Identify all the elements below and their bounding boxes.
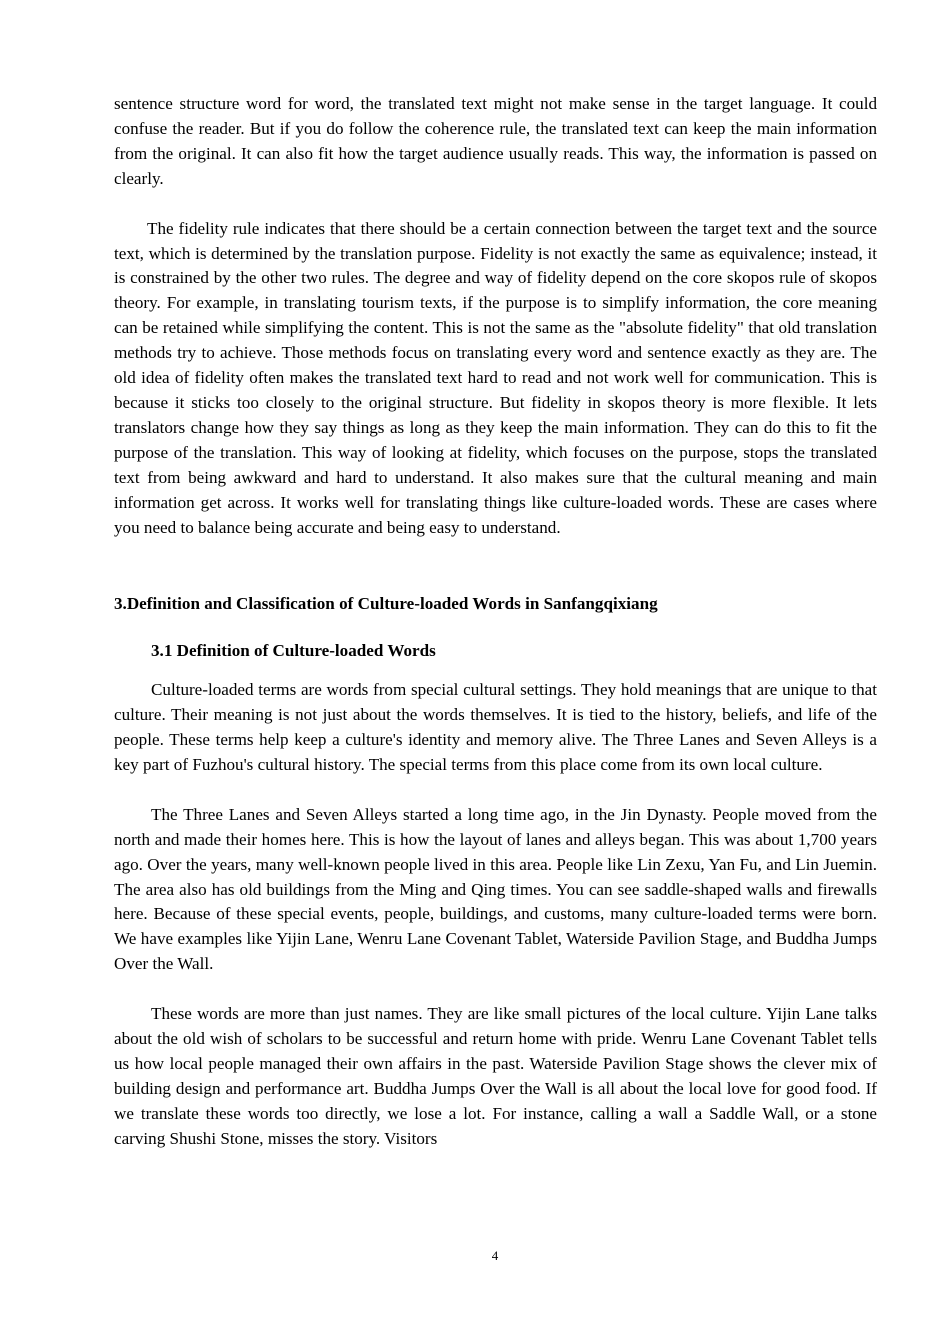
paragraph-definition: Culture-loaded terms are words from special cultural settings. They hold meanings that are unique to that culture. Their meaning is not just about the words themselves. It is tied to the history, beliefs, and life of the people. These terms help keep a culture's identity and memory alive. The Three Lanes and Seven Alleys is a key part of Fuzhou's cultural history. The special terms from this place come from its own local culture.: [114, 680, 877, 774]
section-heading: 3.Definition and Classification of Culture-loaded Words in Sanfangqixiang: [114, 594, 658, 614]
paragraph-fidelity-rule: The fidelity rule indicates that there should be a certain connection between the target text and the source text, which is determined by the translation purpose. Fidelity is not exactly the same as equivalence; instead, it is constrained by the other two rules. The degree and way of fidelity depend on the core skopos rule of skopos theory. For example, in translating tourism texts, if the purpose is to simplify information, the core meaning can be retained while simplifying the content. This is not the same as the "absolute fidelity" that old translation methods try to achieve. Those methods focus on translating every word and sentence exactly as they are. The old idea of fidelity often makes the translated text hard to read and not work well for communication. This is because it sticks too closely to the original structure. But fidelity in skopos theory is more flexible. It lets translators change how they say things as long as they keep the main information. They can do this to fit the purpose of the translation. This way of looking at fidelity, which focuses on the purpose, stops the translated text from being awkward and hard to understand. It also makes sure that the cultural meaning and main information get across. It works well for translating things like culture-loaded words. These are cases where you need to balance being accurate and being easy to understand.: [114, 218, 877, 537]
paragraph-coherence-continued: sentence structure word for word, the translated text might not make sense in the target language. It could confuse the reader. But if you do follow the coherence rule, the translated text can keep the main information from the original. It can also fit how the target audience usually reads. This way, the information is passed on clearly.: [114, 94, 877, 188]
page-number: 4: [491, 1248, 499, 1263]
document-page: [114, 92, 877, 1152]
paragraph-examples: These words are more than just names. They are like small pictures of the local culture. Yijin Lane talks about the old wish of scholars to be successful and return home with pride. Wenru Lane Covenant Tablet tells us how local people managed their own affairs in the past. Waterside Pavilion Stage shows the clever mix of building design and performance art. Buddha Jumps Over the Wall is all about the local love for good food. If we translate these words too directly, we lose a lot. For instance, calling a wall a Saddle Wall, or a stone carving Shushi Stone, misses the story. Visitors: [114, 1004, 877, 1148]
paragraph-history: The Three Lanes and Seven Alleys started a long time ago, in the Jin Dynasty. People moved from the north and made their homes here. This is how the layout of lanes and alleys began. This was about 1,700 years ago. Over the years, many well-known people lived in this area. People like Lin Zexu, Yan Fu, and Lin Juemin. The area also has old buildings from the Ming and Qing times. You can see saddle-shaped walls and firewalls here. Because of these special events, people, buildings, and customs, many culture-loaded terms were born. We have examples like Yijin Lane, Wenru Lane Covenant Tablet, Waterside Pavilion Stage, and Buddha Jumps Over the Wall.: [114, 804, 877, 974]
subsection-heading: 3.1 Definition of Culture-loaded Words: [151, 641, 436, 661]
